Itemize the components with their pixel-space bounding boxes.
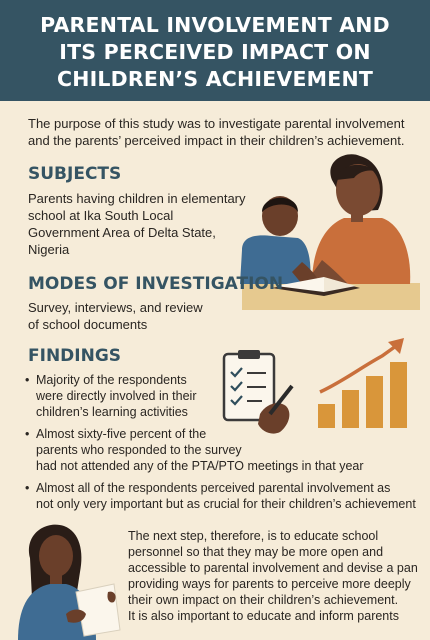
subjects-text [28, 190, 246, 258]
page-title [10, 12, 420, 93]
finding-line: had not attended any of the PTA/PTO meetings in that year [36, 459, 364, 473]
finding-line: Almost sixty-five percent of the [36, 427, 207, 441]
subjects-line: Government Area of Delta State, [28, 225, 216, 240]
modes-heading: MODES OF INVESTIGATION [28, 274, 284, 294]
closing-line: The next step, therefore, is to educate school [128, 529, 379, 543]
modes-line: Survey, interviews, and review [28, 300, 203, 315]
growth-bar-chart-icon [312, 332, 422, 432]
subjects-line: school at Ika South Local [28, 208, 174, 223]
list-item [24, 480, 416, 512]
modes-text [28, 299, 203, 333]
closing-line: accessible to parental involvement and devise a pan [128, 561, 418, 575]
finding-line: Almost all of the respondents perceived parental involvement as [36, 481, 391, 495]
title-line: ITS PERCEIVED IMPACT ON [59, 40, 371, 64]
modes-line: of school documents [28, 317, 148, 332]
clipboard-checklist-icon [220, 348, 295, 438]
intro-text [28, 115, 413, 149]
finding-line: parents who responded to the survey [36, 443, 242, 457]
findings-heading: FINDINGS [28, 346, 122, 366]
finding-line: not only very important but as crucial for their children’s achievement [36, 497, 416, 511]
woman-holding-paper-illustration [10, 518, 128, 640]
subjects-heading: SUBJECTS [28, 164, 122, 184]
intro-line: and the parents’ perceived impact in their children’s achievement. [28, 133, 405, 148]
list-item [24, 372, 197, 420]
list-item [24, 426, 364, 474]
title-line: CHILDREN’S ACHIEVEMENT [56, 67, 374, 91]
closing-text [128, 528, 424, 624]
closing-line: their own impact on their children’s achievement. [128, 593, 399, 607]
title-line: PARENTAL INVOLVEMENT AND [40, 13, 390, 37]
closing-line: providing ways for parents to perceive more deeply [128, 577, 411, 591]
subjects-line: Parents having children in elementary [28, 191, 246, 206]
intro-line: The purpose of this study was to investigate parental involvement [28, 116, 405, 131]
header-banner [0, 0, 430, 101]
subjects-line: Nigeria [28, 242, 70, 257]
closing-line: It is also important to educate and inform parents [128, 609, 399, 623]
finding-line: were directly involved in their [36, 389, 197, 403]
finding-line: Majority of the respondents [36, 373, 187, 387]
finding-line: children’s learning activities [36, 405, 188, 419]
closing-line: personnel so that they may be more open and [128, 545, 384, 559]
